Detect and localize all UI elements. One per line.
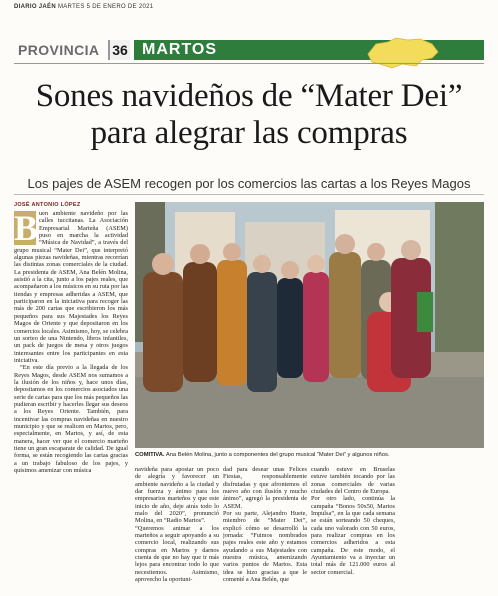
paragraph: navideña para apostar un poco de alegría y favorecer un ambiente navideño a la ciudad y dar fuerza y ánimo para los empresarios marteños y que este inicio de año, deje atrás todo lo malo del 2020”, pronunció Molina, en “Radio Martos”. “Queremos animar a los marteños a seguir apoyando a su comercio local, realizando sus compras en Martos y darnos cuenta de que no hay que ir más lejos para encontrar todo lo que necesitemos. Asimismo, aprovecho la oportuni-: [135, 466, 219, 584]
paragraph: “En este día previo a la llegada de los Reyes Magos, desde ASEM nos sumamos a la ilusión de los niños y, hace unos días, depositamos en los comercios asociados una serie de cartas para que los más pequeños las pudieran escribir y hacerles llegar sus deseos a los Reyes Oriente. También, para incentivar las compras navideñas en nuestro municipio y que se realicen en Martos, pero, especialmente, en Martos, y así, de esta manera, hacer ver que el comercio marteño tiene un gran escaparate de calidad. De igual forma, se están recogiendo las cartas gracias a un trabajo fabuloso de los pajes, y quisimos amenizar con música: [14, 364, 128, 475]
newspaper-name: DIARIO JAÉN: [14, 4, 56, 10]
caption-text: Ana Belén Molina, junto a componentes del grupo musical “Mater Dei” y algunos niños.: [165, 452, 390, 458]
paragraph: cuando estuve en Bruselas estuve también tocando por las zonas comerciales de varias ciudades del Centro de Europa. Por otro lado, continúa la campaña “Bonos 50x50, Martos Impulsa”, en la que cada semana se están sorteando 50 cheques, cada uno valorado con 50 euros, para realizar compras en los comercios adheridos a esta campaña. De este modo, el Ayuntamiento va a inyectar un total más de 121.000 euros al sector comercial.: [311, 466, 395, 576]
newspaper-topline: [14, 4, 484, 14]
town-banner: [134, 40, 484, 60]
town-label: MARTOS: [142, 41, 218, 58]
photo-caption: [135, 452, 484, 458]
group-photo: [135, 202, 484, 448]
column-3: [223, 466, 307, 594]
section-bar: [14, 40, 484, 60]
column-2: [135, 466, 219, 594]
column-1: [14, 210, 128, 590]
byline: JOSÉ ANTONIO LÓPEZ: [14, 202, 81, 208]
group-photo-image: [135, 202, 484, 448]
paragraph: dad para desear unas Felices Fiestas, responsablemente disfrutadas y que afrontemos el nuevo año con ilusión y mucho ánimo”, agregó la presidenta de ASEM. Por su parte, Alejandro Huete, miembro de “Mater Dei”, explicó cómo se desarrolló la jornada: “Fuimos nombrados pajes reales este año y estamos ayudando a sus Majestades con nuestra música, amenizando varios puntos de Martos. Esta idea se hizo gracias a que le comenté a Ana Belén, que: [223, 466, 307, 584]
drop-cap: B: [14, 210, 39, 248]
section-rule: [14, 63, 484, 64]
headline: Sones navideños de “Mater Dei” para alegrar las compras: [35, 78, 463, 151]
subheadline: Los pajes de ASEM recogen por los comercios las cartas a los Reyes Magos: [27, 176, 471, 191]
page-number: 36: [108, 40, 130, 60]
subhead-rule: [14, 194, 484, 195]
section-label: PROVINCIA: [18, 42, 100, 58]
caption-label: COMITIVA.: [135, 452, 165, 458]
paragraph: uen ambiente navideño por las calles tuccitanas. La Asociación Empresarial Marteña (ASEM) puso en marcha la actividad “Música de Navidad”, a través del grupo musical “Mater Dei”, que interpretó algunas piezas navideñas, mientras recorrían las distintas zonas comerciales de la ciudad. La presidenta de ASEM, Ana Belén Molina, asistió a la cita, junto a los pajes reales, que acompañaron a los músicos en su ruta por las tiendas y empresas adheridas a ASEM, que participaron en la iniciativa para recoger las más de 200 cartas que escribieron los más pequeños para sus Majestades los Reyes Magos de Oriente y que depositaron en los comercios locales. Asimismo, hoy, se celebra un sorteo de una Nintendo, libros infantiles, un pack de juegos de mesa y otros juegos interesantes entre los participantes en esta iniciativa.: [14, 210, 128, 364]
column-4: [311, 466, 395, 594]
province-map-icon: [362, 36, 442, 70]
issue-date: MARTES 5 DE ENERO DE 2021: [57, 4, 154, 10]
